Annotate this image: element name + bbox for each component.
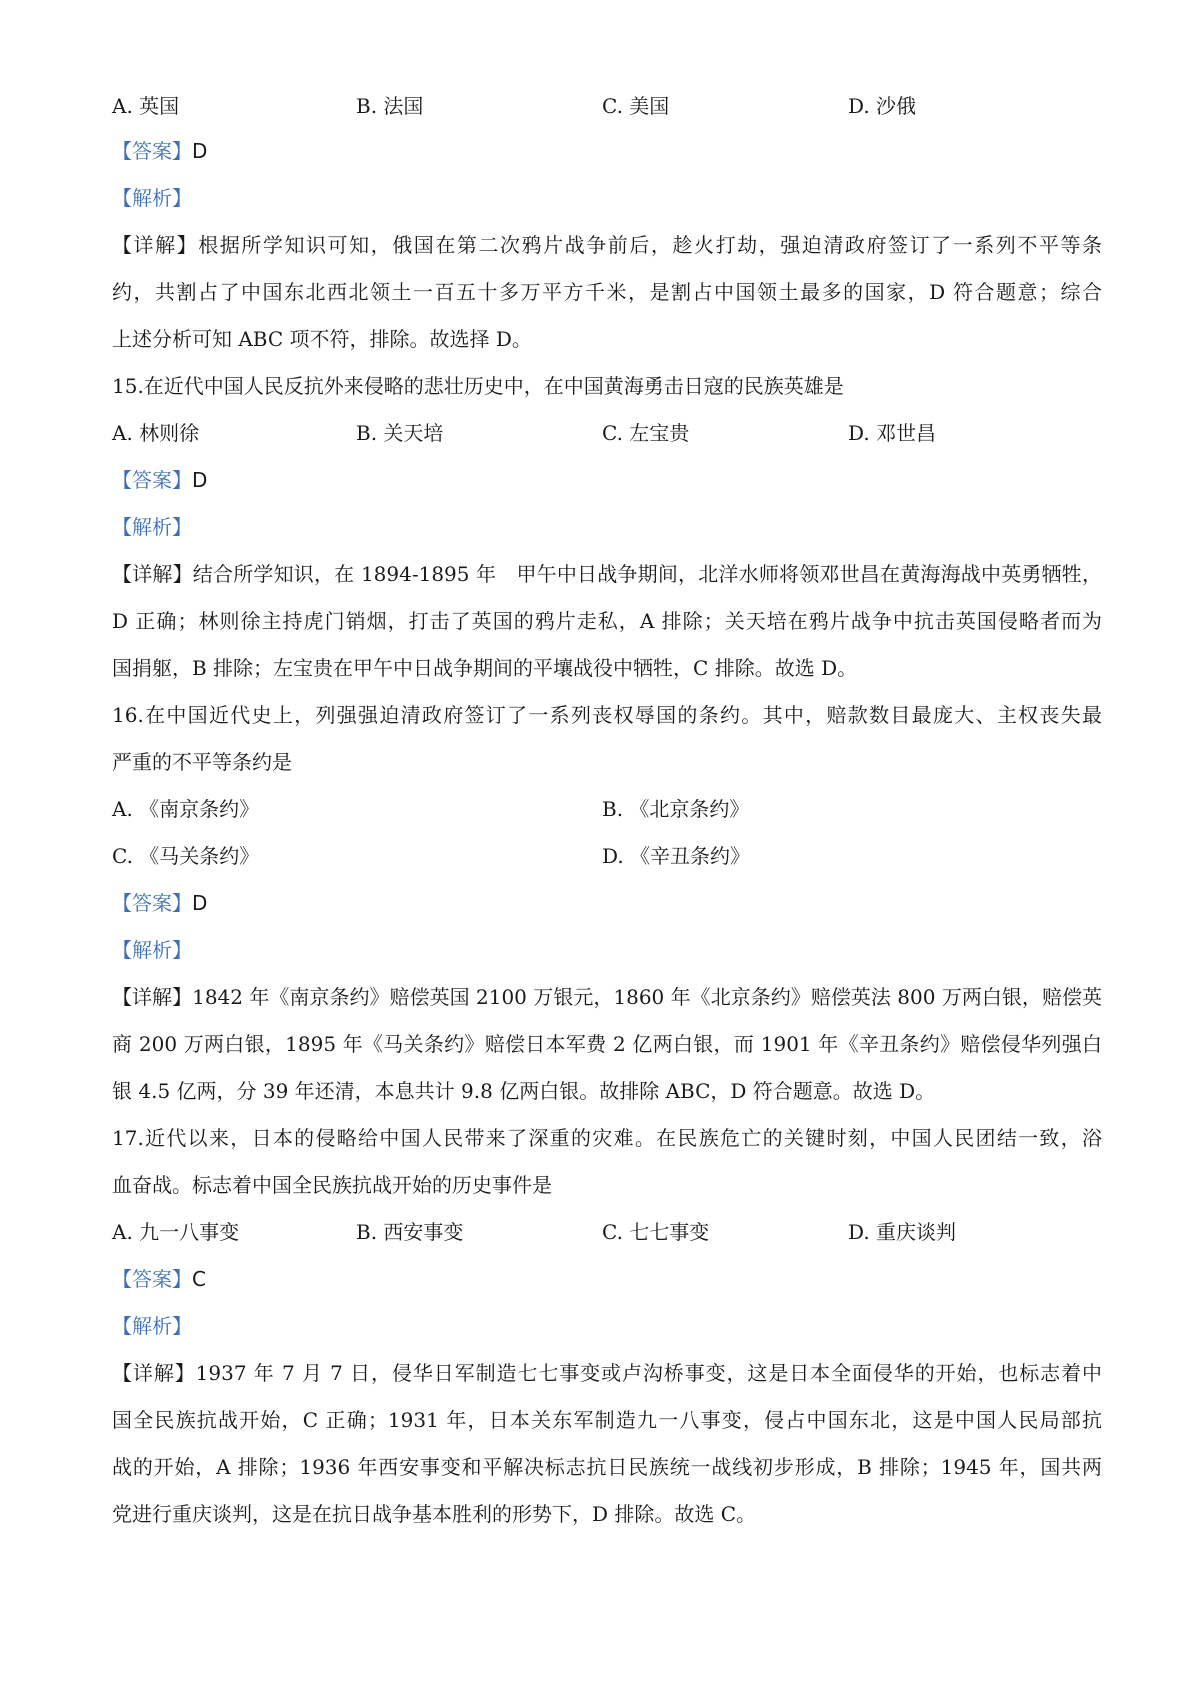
q15-option-a: A. 林则徐	[112, 421, 200, 445]
q17-stem-line-2: 血奋战。标志着中国全民族抗战开始的历史事件是	[112, 1173, 552, 1197]
detail-tag: 【详解】	[112, 233, 199, 257]
analysis-tag: 【解析】	[112, 938, 192, 962]
q15-detail-line-2: D 正确；林则徐主持虎门销烟，打击了英国的鸦片走私，A 排除；关天培在鸦片战争中抗击英国侵略者而为	[112, 609, 1102, 633]
q16-detail-line-3: 银 4.5 亿两，分 39 年还清，本息共计 9.8 亿两白银。故排除 ABC，D 符合题意。故选 D。	[112, 1079, 936, 1103]
q16-detail-line-2: 商 200 万两白银，1895 年《马关条约》赔偿日本军费 2 亿两白银，而 1901 年《辛丑条约》赔偿侵华列强白	[112, 1032, 1102, 1056]
q15-option-d: D. 邓世昌	[848, 421, 937, 445]
q16-stem-line-2: 严重的不平等条约是	[112, 750, 292, 774]
q14-option-d: D. 沙俄	[848, 94, 917, 118]
q17-detail-line-1: 【详解】1937 年 7 月 7 日，侵华日军制造七七事变或卢沟桥事变，这是日本全面侵华的开始，也标志着中	[112, 1361, 1102, 1385]
q14-detail-line-3: 上述分析可知 ABC 项不符，排除。故选择 D。	[112, 327, 532, 351]
detail-tag: 【详解】	[112, 985, 193, 1009]
q14-analysis-line	[112, 184, 1102, 212]
q14-answer-line	[112, 137, 1102, 165]
q16-option-a: A. 《南京条约》	[112, 797, 260, 821]
analysis-tag: 【解析】	[112, 186, 192, 210]
q15-answer: D	[192, 468, 208, 492]
q16-answer-line	[112, 889, 1102, 917]
q16-option-b: B. 《北京条约》	[602, 797, 750, 821]
q14-option-a: A. 英国	[112, 94, 180, 118]
q17-option-c: C. 七七事变	[602, 1220, 710, 1244]
q15-analysis-line	[112, 513, 1102, 541]
q15-answer-line	[112, 466, 1102, 494]
q14-detail-line-2: 约，共割占了中国东北西北领土一百五十多万平方千米，是割占中国领土最多的国家，D 符合题意；综合	[112, 280, 1102, 304]
q15-detail-line-3: 国捐躯，B 排除；左宝贵在甲午中日战争期间的平壤战役中牺牲，C 排除。故选 D。	[112, 656, 858, 680]
q16-detail-line-1: 【详解】1842 年《南京条约》赔偿英国 2100 万银元，1860 年《北京条约》赔偿英法 800 万两白银，赔偿英	[112, 985, 1102, 1009]
answer-tag: 【答案】	[112, 891, 192, 915]
detail-tag: 【详解】	[112, 562, 193, 586]
q17-stem-line-1: 17.近代以来，日本的侵略给中国人民带来了深重的灾难。在民族危亡的关键时刻，中国人民团结一致，浴	[112, 1126, 1102, 1150]
q17-detail-line-4: 党进行重庆谈判，这是在抗日战争基本胜利的形势下，D 排除。故选 C。	[112, 1502, 757, 1526]
q16-stem-line-1: 16.在中国近代史上，列强强迫清政府签订了一系列丧权辱国的条约。其中，赔款数目最庞大、主权丧失最	[112, 703, 1102, 727]
q15-option-b: B. 关天培	[356, 421, 444, 445]
q14-detail-line-1: 【详解】根据所学知识可知，俄国在第二次鸦片战争前后，趁火打劫，强迫清政府签订了一系列不平等条	[112, 233, 1103, 257]
q17-option-a: A. 九一八事变	[112, 1220, 240, 1244]
q17-detail-line-3: 战的开始，A 排除；1936 年西安事变和平解决标志抗日民族统一战线初步形成，B 排除；1945 年，国共两	[112, 1455, 1102, 1479]
q14-option-b: B. 法国	[356, 94, 424, 118]
q17-detail-line-2: 国全民族抗战开始，C 正确；1931 年，日本关东军制造九一八事变，侵占中国东北，这是中国人民局部抗	[112, 1408, 1102, 1432]
answer-tag: 【答案】	[112, 468, 192, 492]
q15-option-c: C. 左宝贵	[602, 421, 690, 445]
q16-option-d: D. 《辛丑条约》	[602, 844, 751, 868]
q16-analysis-line	[112, 936, 1102, 964]
q14-option-c: C. 美国	[602, 94, 670, 118]
answer-tag: 【答案】	[112, 139, 192, 163]
q17-answer: C	[192, 1267, 206, 1291]
q17-option-b: B. 西安事变	[356, 1220, 464, 1244]
q17-option-d: D. 重庆谈判	[848, 1220, 957, 1244]
answer-tag: 【答案】	[112, 1267, 192, 1291]
q16-answer: D	[192, 891, 208, 915]
q14-answer: D	[192, 139, 208, 163]
q15-detail-line-1: 【详解】结合所学知识，在 1894-1895 年 甲午中日战争期间，北洋水师将领邓世昌在黄海海战中英勇牺牲，	[112, 562, 1102, 586]
q17-answer-line	[112, 1265, 1102, 1293]
q16-option-c: C. 《马关条约》	[112, 844, 260, 868]
q17-analysis-line	[112, 1312, 1102, 1340]
detail-tag: 【详解】	[112, 1361, 196, 1385]
analysis-tag: 【解析】	[112, 515, 192, 539]
q15-stem: 15.在近代中国人民反抗外来侵略的悲壮历史中，在中国黄海勇击日寇的民族英雄是	[112, 374, 844, 398]
analysis-tag: 【解析】	[112, 1314, 192, 1338]
